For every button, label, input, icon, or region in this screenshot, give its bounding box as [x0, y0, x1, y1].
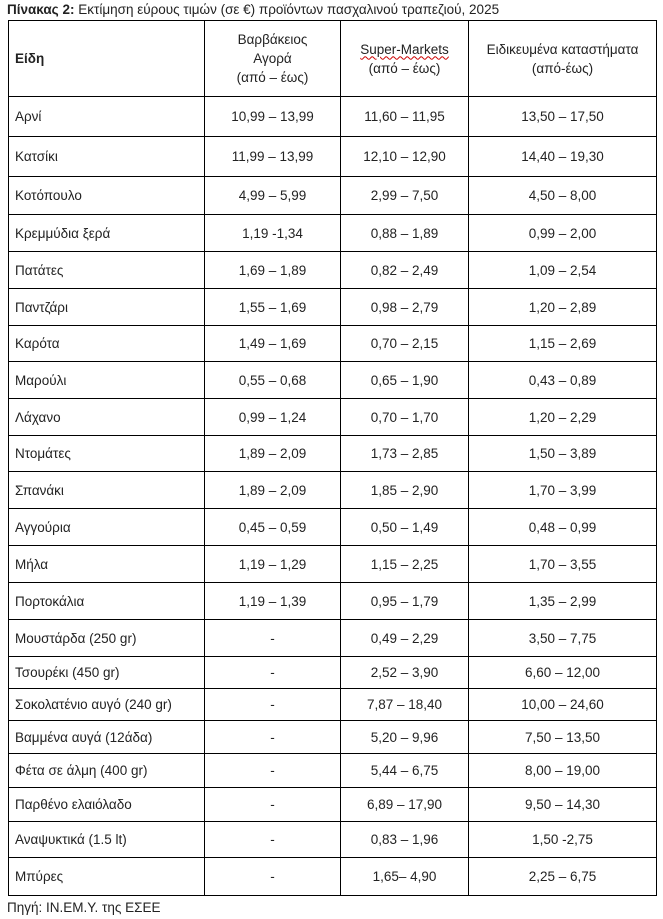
specialized-price-cell: 1,50 -2,75: [469, 822, 657, 858]
varvakeios-price-cell: 11,99 – 13,99: [205, 137, 341, 177]
table-row: [9, 399, 657, 436]
supermarkets-price-cell: 0,82 – 2,49: [341, 252, 469, 289]
varvakeios-price-cell: 1,19 – 1,29: [205, 546, 341, 583]
item-name-cell: Τσουρέκι (450 gr): [9, 657, 205, 689]
header-items-label: Είδη: [15, 51, 45, 66]
supermarkets-price-cell: 5,20 – 9,96: [341, 721, 469, 754]
specialized-price-cell: 3,50 – 7,75: [469, 620, 657, 657]
varvakeios-price-cell: 1,89 – 2,09: [205, 472, 341, 509]
table-caption-text: Εκτίμηση εύρους τιμών (σε €) προϊόντων πασχαλινού τραπεζιού, 2025: [78, 2, 500, 17]
varvakeios-price-cell: -: [205, 858, 341, 896]
table-row: [9, 509, 657, 546]
item-name-cell: Μουστάρδα (250 gr): [9, 620, 205, 657]
specialized-price-cell: 1,20 – 2,89: [469, 289, 657, 326]
varvakeios-price-cell: 0,99 – 1,24: [205, 399, 341, 436]
varvakeios-price-cell: 1,19 -1,34: [205, 215, 341, 252]
specialized-price-cell: 13,50 – 17,50: [469, 97, 657, 137]
table-row: [9, 689, 657, 721]
specialized-price-cell: 1,09 – 2,54: [469, 252, 657, 289]
item-name-cell: Πατάτες: [9, 252, 205, 289]
specialized-price-cell: 0,99 – 2,00: [469, 215, 657, 252]
item-name-cell: Αναψυκτικά (1.5 lt): [9, 822, 205, 858]
specialized-price-cell: 2,25 – 6,75: [469, 858, 657, 896]
header-supermarkets-line2: (από – έως): [368, 60, 441, 76]
table-row: [9, 788, 657, 822]
item-name-cell: Φέτα σε άλμη (400 gr): [9, 754, 205, 788]
item-name-cell: Μπύρες: [9, 858, 205, 896]
header-specialized-line2: (από-έως): [531, 60, 594, 76]
table-caption: [7, 2, 499, 17]
table-row: [9, 822, 657, 858]
specialized-price-cell: 4,50 – 8,00: [469, 177, 657, 215]
table-row: [9, 620, 657, 657]
table-row: [9, 546, 657, 583]
header-items: [9, 21, 205, 97]
supermarkets-price-cell: 5,44 – 6,75: [341, 754, 469, 788]
item-name-cell: Κοτόπουλο: [9, 177, 205, 215]
supermarkets-price-cell: 0,88 – 1,89: [341, 215, 469, 252]
header-varvakeios-line3: (από – έως): [236, 70, 309, 85]
item-name-cell: Βαμμένα αυγά (12άδα): [9, 721, 205, 754]
specialized-price-cell: 7,50 – 13,50: [469, 721, 657, 754]
table-row: [9, 137, 657, 177]
varvakeios-price-cell: 1,89 – 2,09: [205, 436, 341, 472]
table-header-row: [9, 21, 657, 97]
varvakeios-price-cell: 4,99 – 5,99: [205, 177, 341, 215]
varvakeios-price-cell: -: [205, 620, 341, 657]
specialized-price-cell: 0,43 – 0,89: [469, 362, 657, 399]
specialized-price-cell: 0,48 – 0,99: [469, 509, 657, 546]
table-row: [9, 326, 657, 362]
specialized-price-cell: 1,20 – 2,29: [469, 399, 657, 436]
item-name-cell: Παρθένο ελαιόλαδο: [9, 788, 205, 822]
supermarkets-price-cell: 0,95 – 1,79: [341, 583, 469, 620]
table-row: [9, 657, 657, 689]
table-row: [9, 215, 657, 252]
specialized-price-cell: 14,40 – 19,30: [469, 137, 657, 177]
varvakeios-price-cell: 1,19 – 1,39: [205, 583, 341, 620]
header-varvakeios-line1: Βαρβάκειος: [237, 32, 308, 47]
supermarkets-price-cell: 6,89 – 17,90: [341, 788, 469, 822]
table-row: [9, 436, 657, 472]
price-range-table: [8, 20, 657, 896]
table-row: [9, 252, 657, 289]
supermarkets-price-cell: 12,10 – 12,90: [341, 137, 469, 177]
supermarkets-price-cell: 0,98 – 2,79: [341, 289, 469, 326]
header-varvakeios-line2: Αγορά: [253, 51, 292, 66]
specialized-price-cell: 8,00 – 19,00: [469, 754, 657, 788]
supermarkets-price-cell: 2,52 – 3,90: [341, 657, 469, 689]
item-name-cell: Λάχανο: [9, 399, 205, 436]
item-name-cell: Κατσίκι: [9, 137, 205, 177]
item-name-cell: Παντζάρι: [9, 289, 205, 326]
supermarkets-price-cell: 0,49 – 2,29: [341, 620, 469, 657]
varvakeios-price-cell: 10,99 – 13,99: [205, 97, 341, 137]
table-row: [9, 858, 657, 896]
supermarkets-price-cell: 0,65 – 1,90: [341, 362, 469, 399]
supermarkets-price-cell: 0,50 – 1,49: [341, 509, 469, 546]
item-name-cell: Αρνί: [9, 97, 205, 137]
specialized-price-cell: 1,50 – 3,89: [469, 436, 657, 472]
table-row: [9, 177, 657, 215]
header-specialized: [469, 21, 657, 97]
item-name-cell: Κρεμμύδια ξερά: [9, 215, 205, 252]
varvakeios-price-cell: 1,69 – 1,89: [205, 252, 341, 289]
item-name-cell: Σοκολατένιο αυγό (240 gr): [9, 689, 205, 721]
table-row: [9, 289, 657, 326]
table-row: [9, 721, 657, 754]
supermarkets-price-cell: 1,85 – 2,90: [341, 472, 469, 509]
specialized-price-cell: 1,70 – 3,55: [469, 546, 657, 583]
varvakeios-price-cell: -: [205, 721, 341, 754]
table-row: [9, 472, 657, 509]
supermarkets-price-cell: 0,70 – 1,70: [341, 399, 469, 436]
varvakeios-price-cell: 1,55 – 1,69: [205, 289, 341, 326]
table-row: [9, 754, 657, 788]
header-specialized-line1: Ειδικευμένα καταστήματα: [486, 41, 639, 57]
varvakeios-price-cell: -: [205, 689, 341, 721]
table-row: [9, 362, 657, 399]
supermarkets-price-cell: 2,99 – 7,50: [341, 177, 469, 215]
item-name-cell: Ντομάτες: [9, 436, 205, 472]
item-name-cell: Σπανάκι: [9, 472, 205, 509]
table-row: [9, 97, 657, 137]
supermarkets-price-cell: 1,73 – 2,85: [341, 436, 469, 472]
table-row: [9, 583, 657, 620]
varvakeios-price-cell: -: [205, 788, 341, 822]
specialized-price-cell: 1,15 – 2,69: [469, 326, 657, 362]
item-name-cell: Αγγούρια: [9, 509, 205, 546]
specialized-price-cell: 1,70 – 3,99: [469, 472, 657, 509]
item-name-cell: Καρότα: [9, 326, 205, 362]
varvakeios-price-cell: -: [205, 657, 341, 689]
table-caption-prefix: Πίνακας 2:: [7, 2, 75, 17]
item-name-cell: Μήλα: [9, 546, 205, 583]
source-note: Πηγή: ΙΝ.ΕΜ.Υ. της ΕΣΕΕ: [7, 900, 161, 915]
supermarkets-price-cell: 1,15 – 2,25: [341, 546, 469, 583]
supermarkets-price-cell: 11,60 – 11,95: [341, 97, 469, 137]
header-supermarkets-line1: Super-Markets: [360, 41, 449, 57]
header-varvakeios: [205, 21, 341, 97]
specialized-price-cell: 1,35 – 2,99: [469, 583, 657, 620]
item-name-cell: Μαρούλι: [9, 362, 205, 399]
specialized-price-cell: 9,50 – 14,30: [469, 788, 657, 822]
varvakeios-price-cell: 0,55 – 0,68: [205, 362, 341, 399]
varvakeios-price-cell: -: [205, 822, 341, 858]
specialized-price-cell: 10,00 – 24,60: [469, 689, 657, 721]
supermarkets-price-cell: 7,87 – 18,40: [341, 689, 469, 721]
varvakeios-price-cell: 1,49 – 1,69: [205, 326, 341, 362]
supermarkets-price-cell: 0,83 – 1,96: [341, 822, 469, 858]
specialized-price-cell: 6,60 – 12,00: [469, 657, 657, 689]
varvakeios-price-cell: -: [205, 754, 341, 788]
header-supermarkets: [341, 21, 469, 97]
varvakeios-price-cell: 0,45 – 0,59: [205, 509, 341, 546]
supermarkets-price-cell: 1,65– 4,90: [341, 858, 469, 896]
item-name-cell: Πορτοκάλια: [9, 583, 205, 620]
supermarkets-price-cell: 0,70 – 2,15: [341, 326, 469, 362]
